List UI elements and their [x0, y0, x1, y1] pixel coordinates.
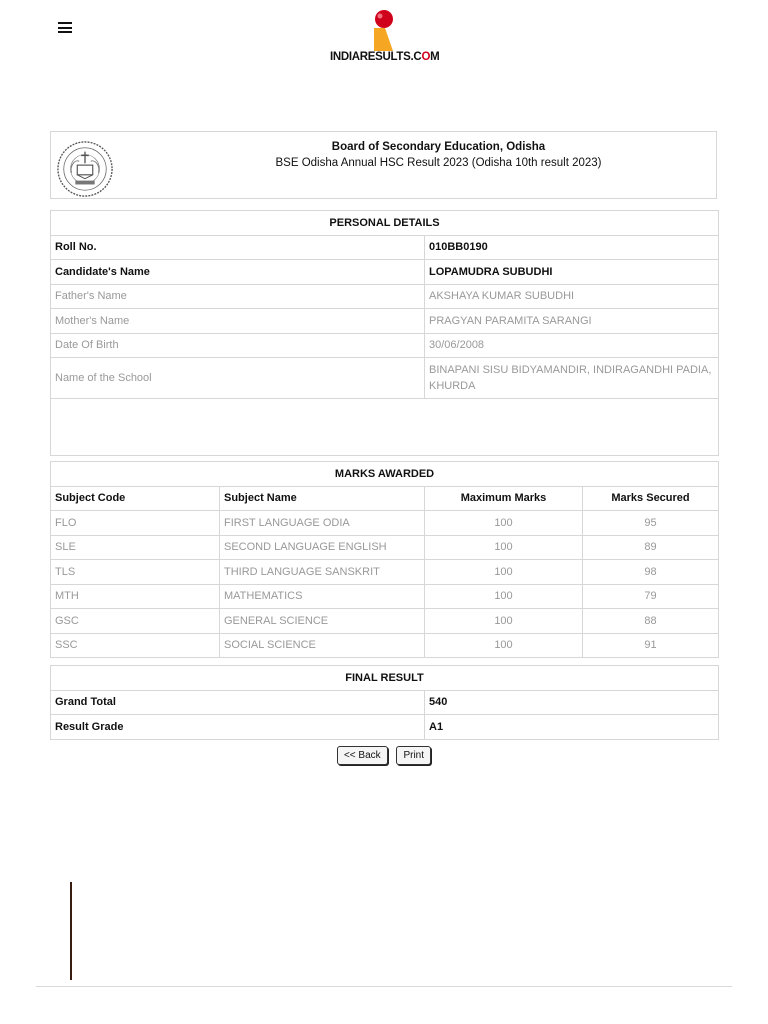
- subject-name: SOCIAL SCIENCE: [220, 633, 425, 658]
- board-header: [50, 131, 717, 199]
- result-subtitle: BSE Odisha Annual HSC Result 2023 (Odisha 10th result 2023): [275, 157, 602, 169]
- maximum-marks: 100: [425, 560, 583, 585]
- spacer-row: [51, 399, 719, 456]
- table-row: [51, 309, 719, 334]
- subject-code: SSC: [51, 633, 220, 658]
- maximum-marks: 100: [425, 633, 583, 658]
- candidate-name-value: LOPAMUDRA SUBUDHI: [425, 260, 719, 285]
- marks-secured: 88: [583, 609, 719, 634]
- grand-total-label: Grand Total: [51, 690, 425, 715]
- candidate-name-label: Candidate's Name: [51, 260, 425, 285]
- result-grade-label: Result Grade: [51, 715, 425, 740]
- grand-total-value: 540: [425, 690, 719, 715]
- subject-name: FIRST LANGUAGE ODIA: [220, 511, 425, 536]
- table-row: [51, 584, 719, 609]
- back-button[interactable]: << Back: [337, 746, 388, 765]
- subject-code: GSC: [51, 609, 220, 634]
- subject-name: THIRD LANGUAGE SANSKRIT: [220, 560, 425, 585]
- table-row: [51, 560, 719, 585]
- subject-code: MTH: [51, 584, 220, 609]
- board-seal-icon: [56, 140, 114, 198]
- school-name-label: Name of the School: [51, 358, 425, 399]
- table-row: [51, 333, 719, 358]
- dob-label: Date Of Birth: [51, 333, 425, 358]
- marks-secured: 98: [583, 560, 719, 585]
- marks-secured: 95: [583, 511, 719, 536]
- table-row: [51, 260, 719, 285]
- vertical-divider: [70, 882, 72, 980]
- subject-name: MATHEMATICS: [220, 584, 425, 609]
- col-maximum-marks: Maximum Marks: [425, 486, 583, 511]
- maximum-marks: 100: [425, 609, 583, 634]
- board-title: Board of Secondary Education, Odisha: [331, 141, 546, 153]
- table-row: [51, 609, 719, 634]
- action-buttons: [0, 746, 768, 765]
- col-subject-name: Subject Name: [220, 486, 425, 511]
- marks-secured: 79: [583, 584, 719, 609]
- dob-value: 30/06/2008: [425, 333, 719, 358]
- table-row: [51, 511, 719, 536]
- subject-code: FLO: [51, 511, 220, 536]
- school-name-value: BINAPANI SISU BIDYAMANDIR, INDIRAGANDHI PADIA, KHURDA: [425, 358, 719, 399]
- print-button[interactable]: Print: [396, 746, 431, 765]
- final-result-table: [50, 665, 719, 740]
- subject-name: SECOND LANGUAGE ENGLISH: [220, 535, 425, 560]
- maximum-marks: 100: [425, 584, 583, 609]
- subject-code: SLE: [51, 535, 220, 560]
- logo-mark-icon: [330, 9, 440, 53]
- table-row: [51, 535, 719, 560]
- col-subject-code: Subject Code: [51, 486, 220, 511]
- table-row: [51, 633, 719, 658]
- roll-no-label: Roll No.: [51, 235, 425, 260]
- roll-no-value: 010BB0190: [425, 235, 719, 260]
- maximum-marks: 100: [425, 511, 583, 536]
- table-row: [51, 715, 719, 740]
- maximum-marks: 100: [425, 535, 583, 560]
- indiaresults-logo[interactable]: [330, 9, 440, 65]
- footer-divider: [36, 986, 732, 987]
- col-marks-secured: Marks Secured: [583, 486, 719, 511]
- marks-secured: 89: [583, 535, 719, 560]
- personal-details-table: [50, 210, 719, 456]
- marks-header-row: [51, 486, 719, 511]
- father-name-label: Father's Name: [51, 284, 425, 309]
- marks-secured: 91: [583, 633, 719, 658]
- marks-awarded-heading: MARKS AWARDED: [51, 462, 719, 487]
- table-row: [51, 235, 719, 260]
- mother-name-value: PRAGYAN PARAMITA SARANGI: [425, 309, 719, 334]
- table-row: [51, 690, 719, 715]
- table-row: [51, 358, 719, 399]
- table-row: [51, 284, 719, 309]
- logo-text: INDIARESULTS.COM: [330, 51, 440, 63]
- marks-table: [50, 461, 719, 658]
- hamburger-menu-icon[interactable]: [58, 22, 72, 35]
- subject-code: TLS: [51, 560, 220, 585]
- father-name-value: AKSHAYA KUMAR SUBUDHI: [425, 284, 719, 309]
- final-result-heading: FINAL RESULT: [51, 666, 719, 691]
- personal-details-heading: PERSONAL DETAILS: [51, 211, 719, 236]
- mother-name-label: Mother's Name: [51, 309, 425, 334]
- result-grade-value: A1: [425, 715, 719, 740]
- subject-name: GENERAL SCIENCE: [220, 609, 425, 634]
